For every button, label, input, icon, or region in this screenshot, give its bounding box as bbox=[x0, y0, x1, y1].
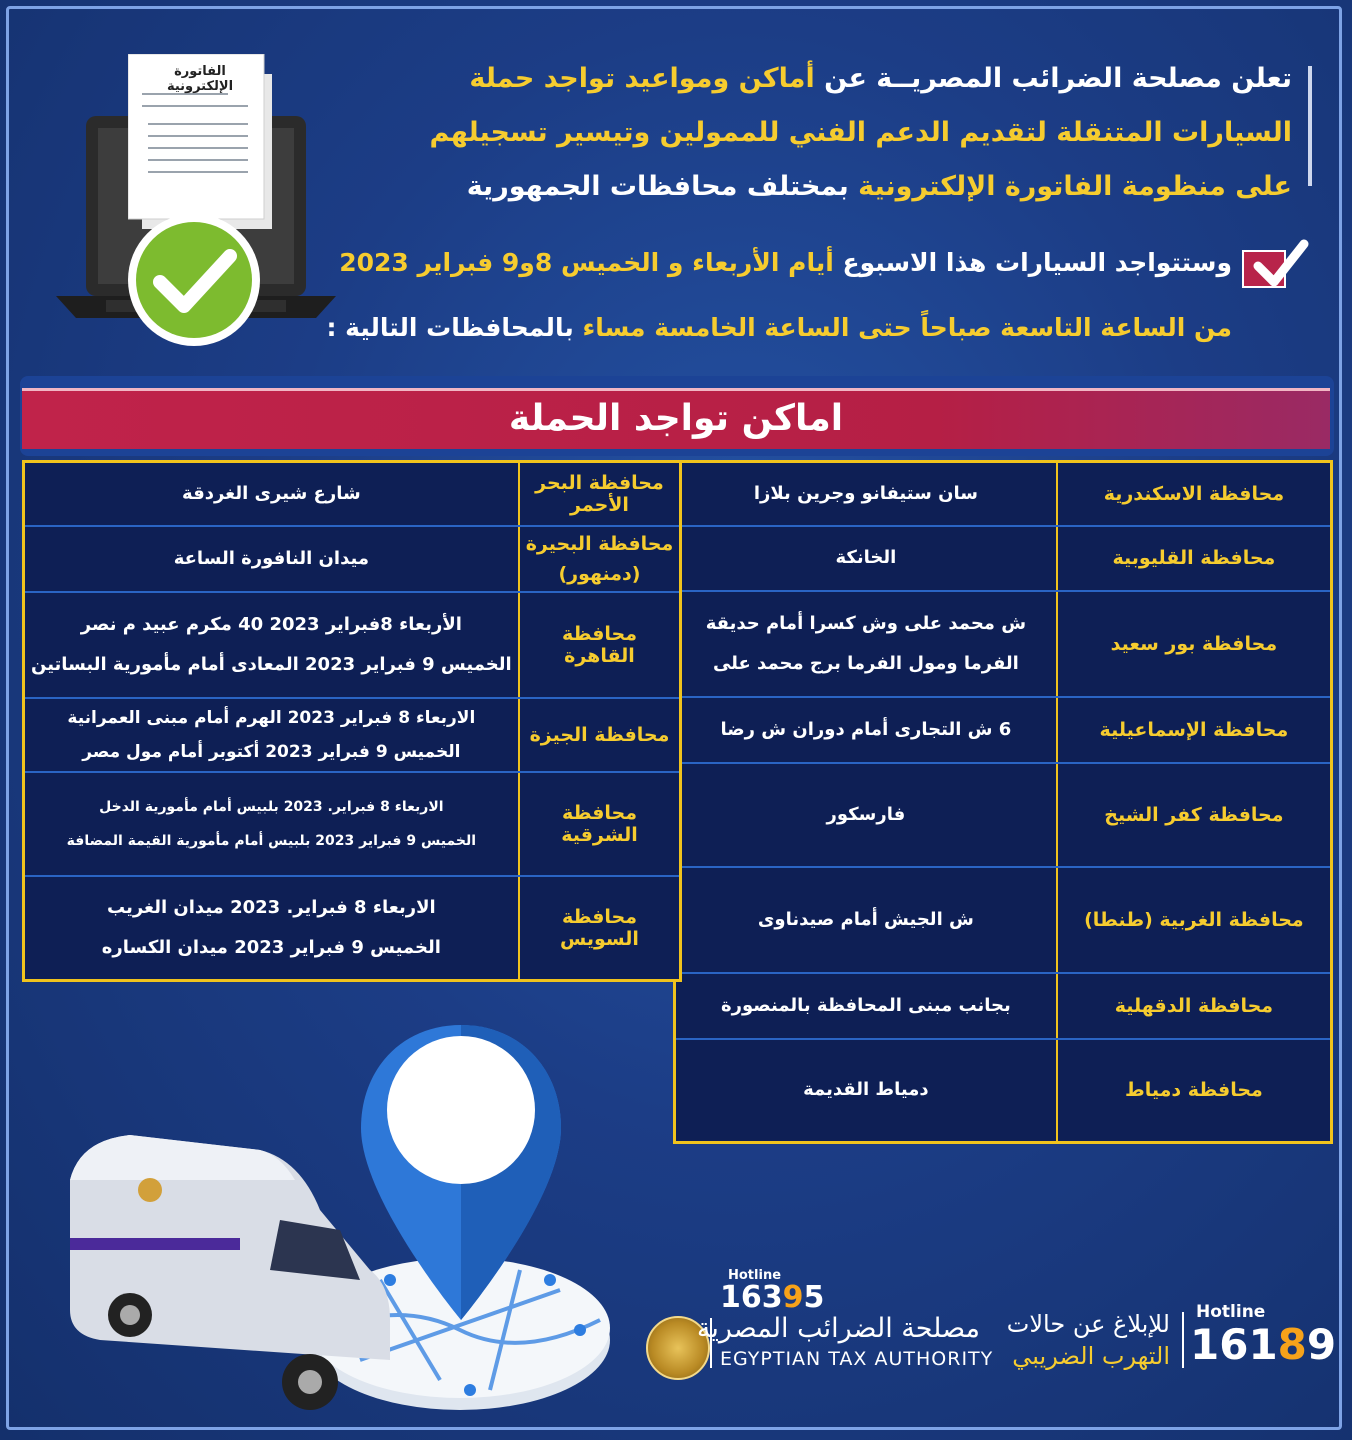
checkmark-icon bbox=[1250, 232, 1310, 292]
report-line-2: التهرب الضريبي bbox=[1012, 1342, 1170, 1370]
report-hotline-part-b: 8 bbox=[1277, 1320, 1307, 1369]
location-line-1: الأربعاء 8فبراير 2023 40 مكرم عبيد م نصر bbox=[80, 613, 462, 635]
location-line-1: الاربعاء 8 فبراير. 2023 ميدان الغريب bbox=[107, 896, 436, 918]
location-cell: ش الجيش أمام صيدناوى bbox=[675, 867, 1057, 973]
table-row bbox=[24, 698, 681, 772]
schedule-part-c: من الساعة التاسعة صباحاً حتى الساعة الخامسة مساء bbox=[582, 313, 1232, 342]
location-cell: دمياط القديمة bbox=[675, 1039, 1057, 1143]
location-cell: الخانكة bbox=[675, 526, 1057, 591]
title-banner bbox=[22, 388, 1330, 449]
location-cell: سان ستيفانو وجرين بلازا bbox=[675, 462, 1057, 526]
left-locations-table bbox=[22, 460, 682, 982]
location-cell bbox=[675, 591, 1057, 697]
table-row bbox=[675, 697, 1332, 763]
location-line-2: الخميس 9 فبراير 2023 ميدان الكساره bbox=[101, 936, 441, 958]
governorate-cell: محافظة القليوبية bbox=[1057, 526, 1332, 591]
location-line-1: الاربعاء 8 فبراير. 2023 بلبيس أمام مأمورية الدخل bbox=[99, 798, 444, 815]
table-row bbox=[675, 763, 1332, 867]
intro-part-b: أماكن ومواعيد تواجد حملة السيارات المتنقلة لتقديم الدعم الفني للممولين وتيسير تسجيلهم على منظومة الفاتورة الإلكترونية bbox=[429, 63, 1292, 202]
location-cell: فارسكور bbox=[675, 763, 1057, 867]
location-line-2: الفرما ومول الفرما برج محمد على bbox=[712, 652, 1019, 674]
governorate-cell: محافظة البحر الأحمر bbox=[519, 462, 681, 526]
location-cell: 6 ش التجارى أمام دوران ش رضا bbox=[675, 697, 1057, 763]
schedule-part-a: وستتواجد السيارات هذا الاسبوع bbox=[833, 248, 1232, 277]
right-locations-table bbox=[673, 460, 1333, 1144]
report-hotline-part-a: 161 bbox=[1190, 1320, 1278, 1369]
report-hotline-number bbox=[1190, 1320, 1336, 1369]
location-cell bbox=[24, 772, 519, 876]
eta-hotline-number bbox=[720, 1280, 824, 1315]
governorate-cell: محافظة الإسماعيلية bbox=[1057, 697, 1332, 763]
intro-accent-bar bbox=[1308, 66, 1312, 186]
section-title: اماكن تواجد الحملة bbox=[508, 398, 844, 439]
report-evasion-text bbox=[990, 1308, 1170, 1372]
governorate-line-2: (دمنهور) bbox=[558, 562, 641, 585]
intro-part-a: تعلن مصلحة الضرائب المصريــة عن bbox=[814, 63, 1292, 94]
table-row bbox=[675, 462, 1332, 526]
location-cell: شارع شيرى الغردقة bbox=[24, 462, 519, 526]
governorate-cell: محافظة السويس bbox=[519, 876, 681, 981]
location-line-1: الاربعاء 8 فبراير 2023 الهرم أمام مبنى العمرانية bbox=[67, 707, 476, 728]
table-row bbox=[24, 462, 681, 526]
location-line-2: الخميس 9 فبراير 2023 المعادى أمام مأمورية البساتين bbox=[31, 653, 512, 675]
location-line-2: الخميس 9 فبراير 2023 بلبيس أمام مأمورية القيمة المضافة bbox=[66, 832, 477, 849]
table-row bbox=[24, 772, 681, 876]
governorate-cell bbox=[519, 526, 681, 592]
governorate-cell: محافظة الشرقية bbox=[519, 772, 681, 876]
location-cell bbox=[24, 592, 519, 698]
governorate-cell: محافظة القاهرة bbox=[519, 592, 681, 698]
schedule-days bbox=[339, 248, 1232, 277]
report-divider bbox=[1182, 1312, 1184, 1368]
table-row bbox=[24, 592, 681, 698]
governorate-cell: محافظة الدقهلية bbox=[1057, 973, 1332, 1039]
governorate-cell: محافظة دمياط bbox=[1057, 1039, 1332, 1143]
intro-part-c: بمختلف محافظات الجمهورية bbox=[466, 171, 859, 202]
checkmark-badge-icon bbox=[124, 210, 264, 350]
governorate-cell: محافظة الغربية (طنطا) bbox=[1057, 867, 1332, 973]
table-row bbox=[675, 1039, 1332, 1143]
schedule-hours bbox=[326, 313, 1232, 342]
eta-hotline-part-a: 163 bbox=[720, 1280, 783, 1315]
document-title: الفاتورة الإلكترونية bbox=[166, 64, 234, 94]
governorate-cell: محافظة الجيزة bbox=[519, 698, 681, 772]
table-row bbox=[675, 867, 1332, 973]
governorate-cell: محافظة الاسكندرية bbox=[1057, 462, 1332, 526]
intro-text bbox=[392, 52, 1292, 214]
eta-hotline-part-c: 5 bbox=[803, 1280, 825, 1315]
location-line-1: ش محمد على وش كسرا أمام حديقة bbox=[705, 612, 1027, 634]
eta-name-arabic: مصلحة الضرائب المصرية bbox=[696, 1313, 980, 1344]
table-row bbox=[675, 526, 1332, 591]
location-cell: ميدان النافورة الساعة bbox=[24, 526, 519, 592]
governorate-cell: محافظة بور سعيد bbox=[1057, 591, 1332, 697]
report-hotline-part-c: 9 bbox=[1306, 1320, 1337, 1369]
eta-hotline-label: Hotline bbox=[728, 1268, 782, 1283]
location-cell: بجانب مبنى المحافظة بالمنصورة bbox=[675, 973, 1057, 1039]
location-cell bbox=[24, 698, 519, 772]
schedule-part-b: أيام الأربعاء و الخميس 8و9 فبراير 2023 bbox=[339, 248, 834, 277]
table-row bbox=[675, 973, 1332, 1039]
eta-hotline-part-b: 9 bbox=[782, 1280, 804, 1315]
schedule-part-d: بالمحافظات التالية : bbox=[326, 313, 583, 342]
location-cell bbox=[24, 876, 519, 981]
report-hotline-label: Hotline bbox=[1196, 1302, 1266, 1322]
table-row bbox=[24, 876, 681, 981]
report-line-1: للإبلاغ عن حالات bbox=[1006, 1310, 1170, 1338]
table-row bbox=[24, 526, 681, 592]
location-line-2: الخميس 9 فبراير 2023 أكتوبر أمام مول مصر bbox=[82, 741, 461, 762]
eta-name-english: EGYPTIAN TAX AUTHORITY bbox=[720, 1348, 994, 1370]
van-icon bbox=[60, 1120, 420, 1420]
governorate-cell: محافظة كفر الشيخ bbox=[1057, 763, 1332, 867]
table-row bbox=[675, 591, 1332, 697]
governorate-line-1: محافظة البحيرة bbox=[525, 532, 674, 555]
